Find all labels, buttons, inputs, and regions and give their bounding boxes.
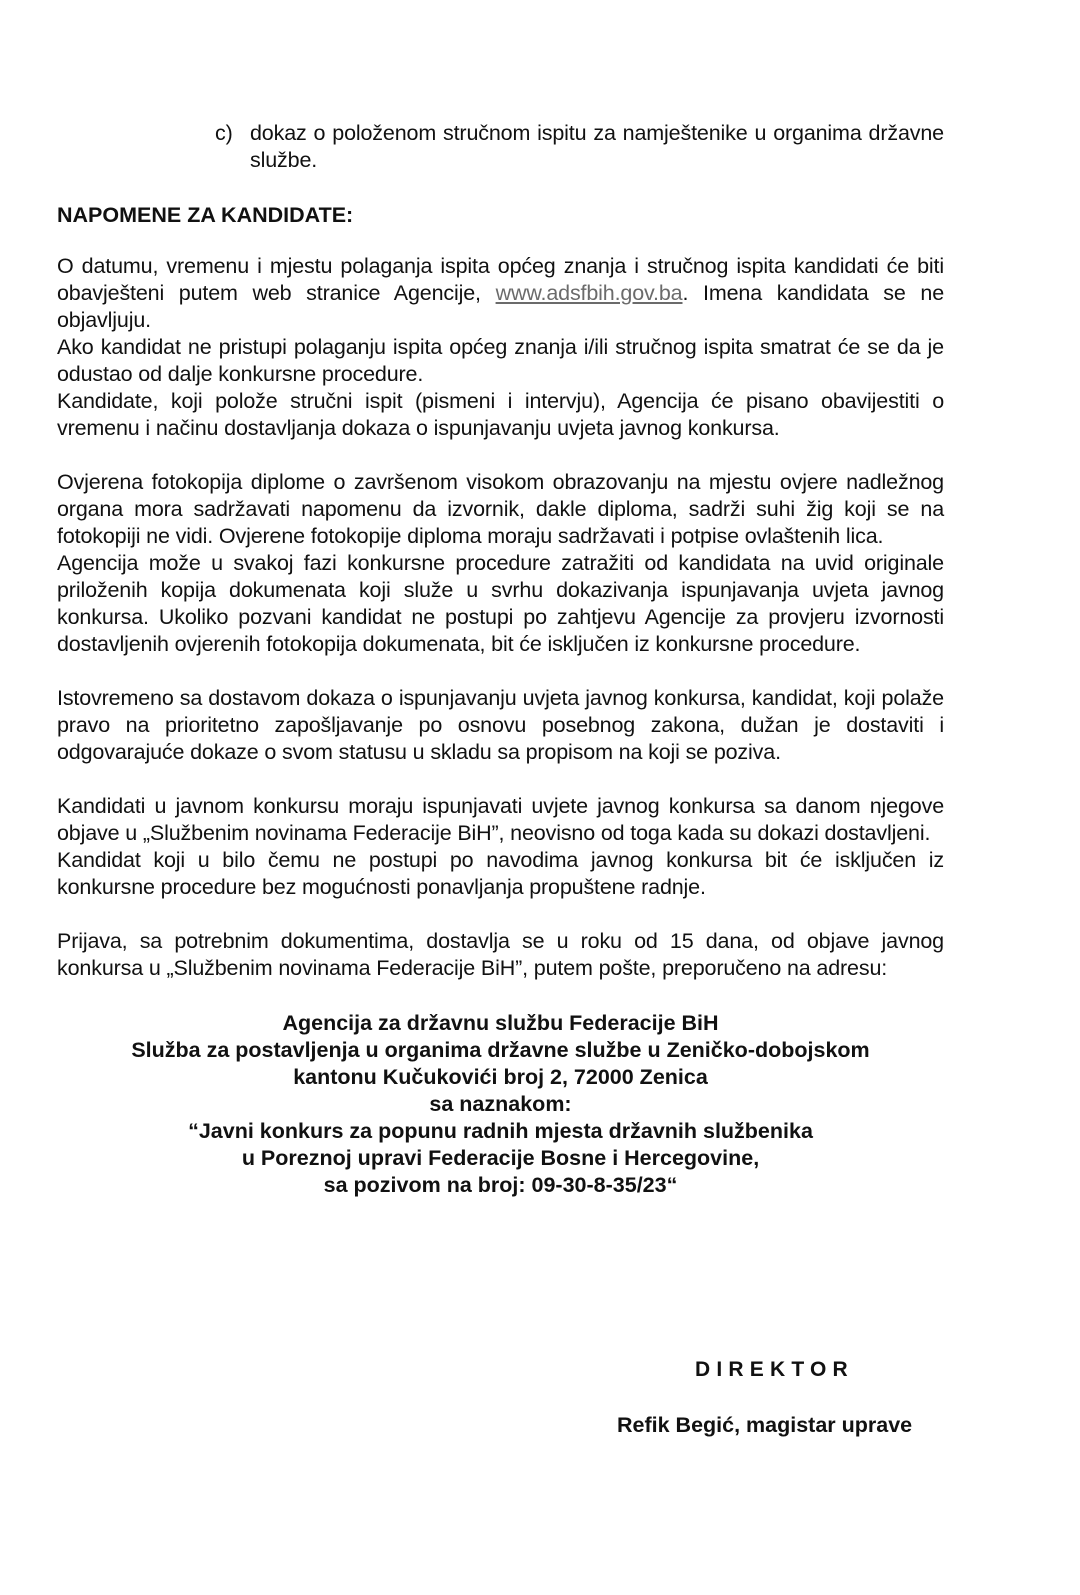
address-line: Služba za postavljenja u organima državne službe u Zeničko-dobojskom	[131, 1038, 870, 1062]
list-marker: c)	[215, 121, 233, 145]
requirement-item-c	[215, 120, 944, 174]
list-item-text: dokaz o položenom stručnom ispitu za namještenike u organima državne službe.	[250, 121, 944, 172]
paragraph-exclusion: Kandidat koji u bilo čemu ne postupi po navodima javnog konkursa bit će isključen iz konkursne procedure bez mogućnosti ponavljanja propuštene radnje.	[57, 848, 944, 899]
paragraph-originals: Agencija može u svakoj fazi konkursne procedure zatražiti od kandidata na uvid originale priloženih kopija dokumenata koji služe u svrhu dokazivanja ispunjavanja uvjeta javnog konkursa. Ukoliko pozvani kandidat ne postupi po zahtjevu Agencije za provjeru izvornosti dostavljenih ovjerenih fotokopija dokumenata, bit će isključen iz konkursne procedure.	[57, 551, 944, 656]
paragraph-text: O datumu, vremenu i mjestu polaganja ispita općeg znanja i stručnog ispita kandidati će biti obavješteni putem web stranice Agencije,	[57, 254, 944, 305]
paragraph-absence: Ako kandidat ne pristupi polaganju ispita općeg znanja i/ili stručnog ispita smatrat će se da je odustao od dalje konkursne procedure.	[57, 335, 944, 386]
paragraph-notification: Kandidate, koji polože stručni ispit (pismeni i intervju), Agencija će pisano obavijestiti o vremenu i načinu dostavljanja dokaza o ispunjavanju uvjeta javnog konkursa.	[57, 389, 944, 440]
signatory-name: Refik Begić, magistar uprave	[617, 1413, 913, 1437]
mailing-address-block	[37, 1010, 964, 1199]
signature-title: DIREKTOR	[695, 1358, 854, 1381]
section-heading: NAPOMENE ZA KANDIDATE:	[57, 203, 354, 227]
paragraph-diploma: Ovjerena fotokopija diplome o završenom visokom obrazovanju na mjestu ovjere nadležnog organa mora sadržavati napomenu da izvornik, dakle diploma, sadrži suhi žig koji se na fotokopiji ne vidi. Ovjerene fotokopije diploma moraju sadržavati i potpise ovlaštenih lica.	[57, 470, 944, 548]
address-line: “Javni konkurs za popunu radnih mjesta državnih službenika	[188, 1119, 813, 1143]
address-line: kantonu Kučukovići broj 2, 72000 Zenica	[293, 1065, 708, 1089]
paragraph-priority: Istovremeno sa dostavom dokaza o ispunjavanju uvjeta javnog konkursa, kandidat, koji polaže pravo na prioritetno zapošljavanje po osnovu posebnog zakona, dužan je dostaviti i odgovarajuće dokaze o svom statusu u skladu sa propisom na koji se poziva.	[57, 686, 944, 764]
document-page	[57, 120, 944, 1199]
address-line: sa pozivom na broj: 09-30-8-35/23“	[323, 1173, 678, 1197]
agency-website-link[interactable]: www.adsfbih.gov.ba	[495, 281, 683, 305]
address-line: Agencija za državnu službu Federacije BiH	[282, 1011, 719, 1035]
paragraph-text: . Imena kandidata se ne objavljuju.	[57, 281, 944, 332]
address-line: sa naznakom:	[429, 1092, 572, 1116]
paragraph-eligibility: Kandidati u javnom konkursu moraju ispunjavati uvjete javnog konkursa sa danom njegove objave u „Službenim novinama Federacije BiH”, neovisno od toga kada su dokazi dostavljeni.	[57, 794, 944, 845]
paragraph-application: Prijava, sa potrebnim dokumentima, dostavlja se u roku od 15 dana, od objave javnog konkursa u „Službenim novinama Federacije BiH”, putem pošte, preporučeno na adresu:	[57, 929, 944, 980]
address-line: u Poreznoj upravi Federacije Bosne i Hercegovine,	[241, 1146, 760, 1170]
paragraph-exam-notice	[57, 253, 944, 334]
